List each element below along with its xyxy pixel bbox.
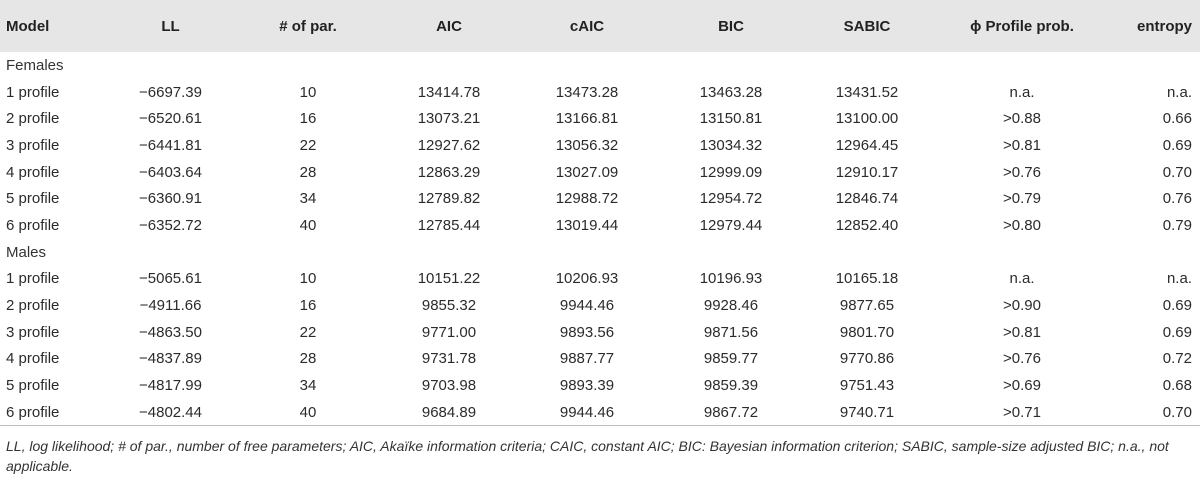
cell-bic: 13150.81 <box>699 110 763 128</box>
cell-bic: 9871.56 <box>703 323 759 341</box>
table-row <box>0 266 1200 293</box>
cell-model: 2 profile <box>6 297 60 315</box>
cell-ll: −4837.89 <box>139 350 202 368</box>
cell-num-par: 22 <box>299 136 317 154</box>
cell-sabic: 12964.45 <box>835 136 899 154</box>
cell-num-par: 10 <box>299 270 317 288</box>
cell-profile-prob: >0.76 <box>1003 350 1041 368</box>
cell-entropy: n.a. <box>1166 83 1192 101</box>
cell-sabic: 10165.18 <box>835 270 899 288</box>
cell-ll: −5065.61 <box>139 270 202 288</box>
cell-profile-prob: >0.81 <box>1003 136 1041 154</box>
cell-entropy: 0.69 <box>1162 136 1192 154</box>
cell-sabic: 13100.00 <box>835 110 899 128</box>
cell-profile-prob: >0.79 <box>1003 190 1041 208</box>
cell-model: 6 profile <box>0 399 108 426</box>
cell-profile-prob: n.a. <box>1009 83 1035 101</box>
cell-caic: 9893.56 <box>559 323 615 341</box>
cell-aic: 13073.21 <box>417 110 481 128</box>
cell-caic: 9944.46 <box>515 399 659 426</box>
group-row <box>0 239 1200 266</box>
cell-model: 4 profile <box>6 163 60 181</box>
cell-model: 1 profile <box>6 83 60 101</box>
header-ll: LL <box>161 17 180 35</box>
cell-caic: 13027.09 <box>555 163 619 181</box>
cell-profile-prob: >0.90 <box>1003 297 1041 315</box>
cell-aic: 9731.78 <box>421 350 477 368</box>
cell-ll: −6360.91 <box>139 190 202 208</box>
table-header <box>0 0 1200 52</box>
cell-ll: −6520.61 <box>139 110 202 128</box>
cell-bic: 13463.28 <box>699 83 763 101</box>
cell-sabic: 9877.65 <box>839 297 895 315</box>
cell-aic: 12789.82 <box>417 190 481 208</box>
cell-entropy: 0.76 <box>1162 190 1192 208</box>
cell-caic: 12988.72 <box>555 190 619 208</box>
cell-profile-prob: >0.76 <box>1003 163 1041 181</box>
cell-aic: 12785.44 <box>417 216 481 234</box>
cell-sabic: 9751.43 <box>839 377 895 395</box>
cell-entropy: 0.68 <box>1162 377 1192 395</box>
cell-entropy: 0.70 <box>1113 399 1200 426</box>
cell-num-par: 10 <box>299 83 317 101</box>
cell-bic: 12954.72 <box>699 190 763 208</box>
cell-sabic: 9740.71 <box>803 399 931 426</box>
cell-bic: 9859.77 <box>703 350 759 368</box>
cell-aic: 9703.98 <box>421 377 477 395</box>
cell-profile-prob: >0.71 <box>931 399 1113 426</box>
cell-entropy: 0.72 <box>1162 350 1192 368</box>
cell-ll: −6441.81 <box>139 136 202 154</box>
cell-model: 4 profile <box>6 350 60 368</box>
cell-entropy: 0.70 <box>1162 163 1192 181</box>
cell-entropy: 0.69 <box>1162 323 1192 341</box>
header-model: Model <box>6 17 50 35</box>
cell-model: 2 profile <box>6 110 60 128</box>
cell-sabic: 9801.70 <box>839 323 895 341</box>
cell-entropy: n.a. <box>1166 270 1192 288</box>
cell-bic: 9928.46 <box>703 297 759 315</box>
cell-aic: 9855.32 <box>421 297 477 315</box>
cell-entropy: 0.79 <box>1162 216 1192 234</box>
cell-sabic: 9770.86 <box>839 350 895 368</box>
cell-caic: 13473.28 <box>555 83 619 101</box>
cell-caic: 13019.44 <box>555 216 619 234</box>
cell-model: 1 profile <box>6 270 60 288</box>
table-row <box>0 319 1200 346</box>
cell-bic: 9859.39 <box>703 377 759 395</box>
group-row <box>0 52 1200 79</box>
table-row <box>0 79 1200 106</box>
cell-model: 3 profile <box>6 323 60 341</box>
cell-model: 5 profile <box>6 190 60 208</box>
cell-aic: 12927.62 <box>417 136 481 154</box>
cell-profile-prob: n.a. <box>1009 270 1035 288</box>
table-row <box>0 132 1200 159</box>
table-row <box>0 372 1200 399</box>
table-row <box>0 399 1200 426</box>
cell-aic: 9684.89 <box>383 399 515 426</box>
cell-sabic: 12846.74 <box>835 190 899 208</box>
group-label: Males <box>6 243 47 261</box>
cell-num-par: 34 <box>299 190 317 208</box>
cell-caic: 13056.32 <box>555 136 619 154</box>
cell-aic: 10151.22 <box>417 270 481 288</box>
group-label: Females <box>6 56 64 74</box>
cell-bic: 9867.72 <box>659 399 803 426</box>
cell-caic: 9893.39 <box>559 377 615 395</box>
cell-profile-prob: >0.69 <box>1003 377 1041 395</box>
cell-bic: 12979.44 <box>699 216 763 234</box>
header-sabic: SABIC <box>843 17 891 35</box>
header-profile-prob: ϕ Profile prob. <box>970 17 1074 35</box>
cell-entropy: 0.66 <box>1162 110 1192 128</box>
cell-profile-prob: >0.80 <box>1003 216 1041 234</box>
table-footnote: LL, log likelihood; # of par., number of free parameters; AIC, Akaïke information criteria; CAIC, constant AIC; BIC: Bayesian information criterion; SABIC, sample-size adjusted BIC; n.a., not applicable. <box>6 438 1169 474</box>
cell-num-par: 16 <box>299 297 317 315</box>
cell-num-par: 28 <box>299 350 317 368</box>
table-body <box>0 52 1200 426</box>
cell-num-par: 40 <box>299 216 317 234</box>
cell-ll: −6697.39 <box>139 83 202 101</box>
cell-caic: 10206.93 <box>555 270 619 288</box>
cell-caic: 13166.81 <box>555 110 619 128</box>
cell-model: 3 profile <box>6 136 60 154</box>
cell-ll: −4863.50 <box>139 323 202 341</box>
header-aic: AIC <box>436 17 462 35</box>
cell-aic: 13414.78 <box>417 83 481 101</box>
cell-ll: −4911.66 <box>139 297 202 315</box>
cell-num-par: 40 <box>233 399 383 426</box>
header-row <box>0 0 1200 52</box>
cell-ll: −6352.72 <box>139 216 202 234</box>
cell-caic: 9887.77 <box>559 350 615 368</box>
table-row <box>0 105 1200 132</box>
cell-sabic: 12852.40 <box>835 216 899 234</box>
cell-ll: −6403.64 <box>139 163 202 181</box>
cell-model: 6 profile <box>6 216 60 234</box>
cell-bic: 10196.93 <box>699 270 763 288</box>
cell-model: 5 profile <box>6 377 60 395</box>
cell-num-par: 34 <box>299 377 317 395</box>
table-row <box>0 346 1200 373</box>
cell-num-par: 22 <box>299 323 317 341</box>
cell-profile-prob: >0.81 <box>1003 323 1041 341</box>
cell-bic: 12999.09 <box>699 163 763 181</box>
cell-bic: 13034.32 <box>699 136 763 154</box>
cell-aic: 9771.00 <box>421 323 477 341</box>
header-entropy: entropy <box>1136 17 1192 35</box>
cell-aic: 12863.29 <box>417 163 481 181</box>
cell-ll: −4817.99 <box>139 377 202 395</box>
table-row <box>0 185 1200 212</box>
header-num-par: # of par. <box>279 17 337 35</box>
cell-profile-prob: >0.88 <box>1003 110 1041 128</box>
table-row <box>0 159 1200 186</box>
cell-num-par: 16 <box>299 110 317 128</box>
cell-sabic: 13431.52 <box>835 83 899 101</box>
cell-ll: −4802.44 <box>108 399 233 426</box>
header-caic: cAIC <box>569 17 605 35</box>
header-bic: BIC <box>718 17 744 35</box>
table-row <box>0 292 1200 319</box>
cell-entropy: 0.69 <box>1162 297 1192 315</box>
cell-sabic: 12910.17 <box>835 163 899 181</box>
cell-caic: 9944.46 <box>559 297 615 315</box>
table-row <box>0 212 1200 239</box>
cell-num-par: 28 <box>299 163 317 181</box>
